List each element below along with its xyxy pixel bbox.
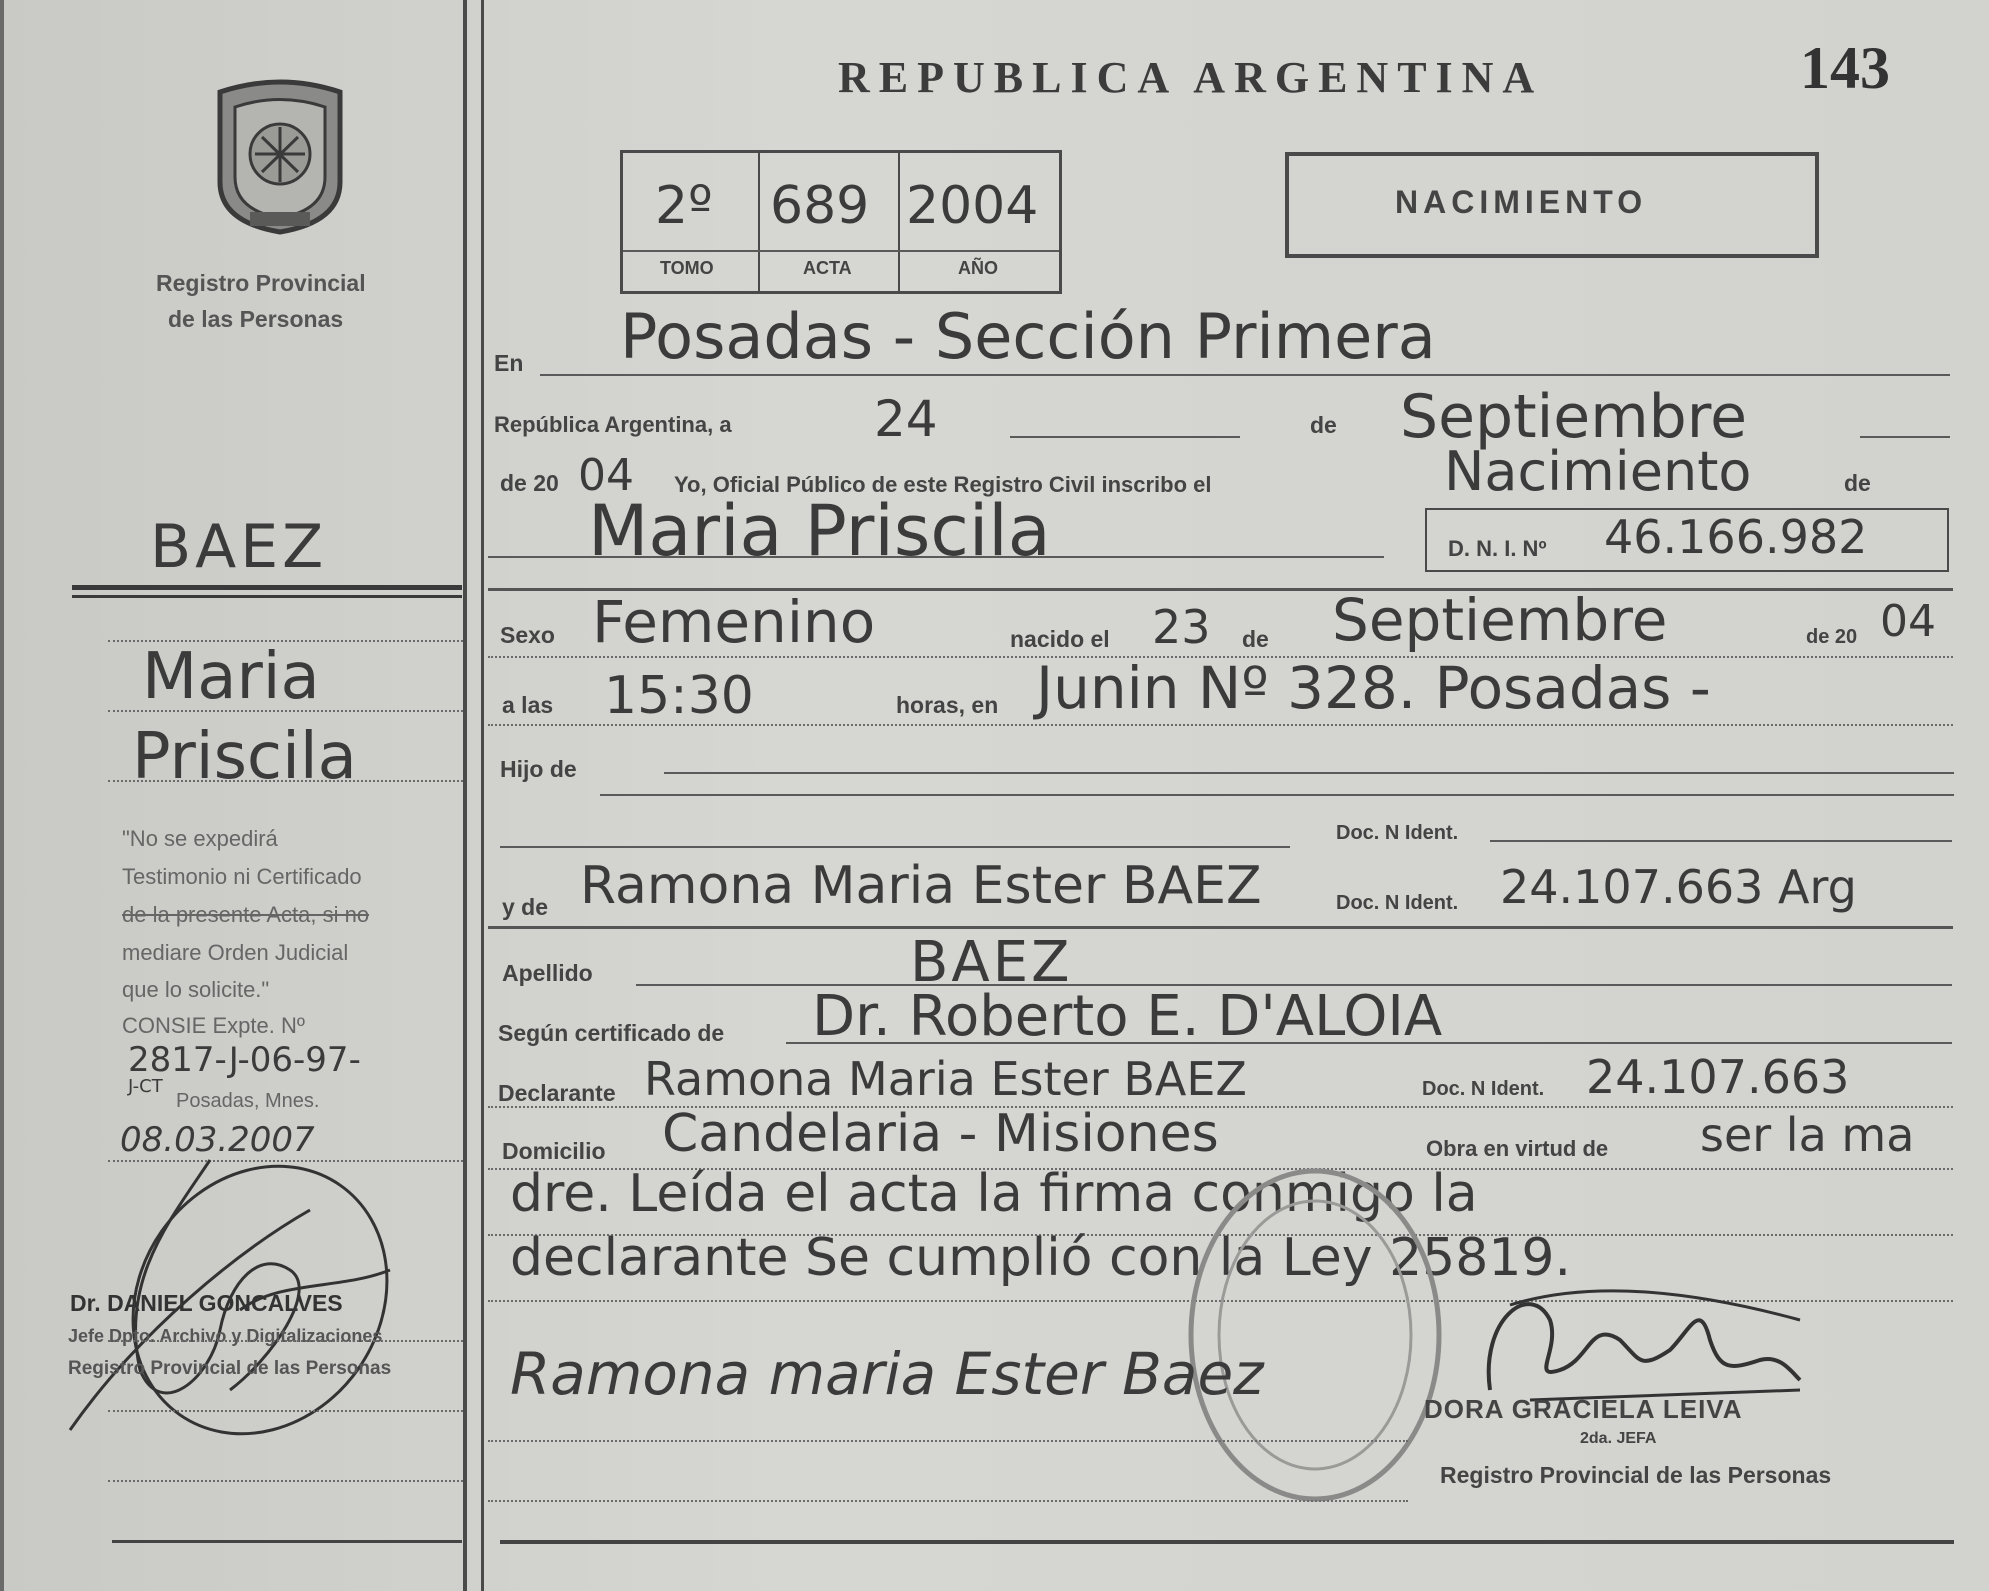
de-label: de [1310,412,1337,438]
sidebar-dots-7 [108,1480,463,1482]
de2-label: de [1844,470,1871,496]
official-name: DORA GRACIELA LEIVA [1424,1394,1743,1424]
hijo-line [664,772,1954,774]
left-edge-rule [0,0,4,1591]
acta-label: ACTA [803,258,852,278]
sign-dots-1 [488,1440,1408,1442]
sexo-label: Sexo [500,622,555,648]
sidebar-given-name-2: Priscila [132,720,357,794]
official-signature-icon [1470,1260,1810,1410]
y-de-label: y de [502,894,549,920]
form-bottom-line [500,1540,1954,1544]
child-name: Maria Priscila [588,490,1051,572]
register-label-line [623,250,1059,252]
tomo-value: 2º [655,176,713,236]
declarante-value: Ramona Maria Ester BAEZ [644,1052,1247,1106]
republica-label: República Argentina, a [494,412,732,437]
oficial-text: Yo, Oficial Público de este Registro Civil inscribo el [674,472,1212,497]
month-value: Septiembre [1400,382,1747,452]
sidebar-bottom-line [112,1540,462,1543]
place-date-label: Posadas, Mnes. [176,1090,320,1112]
sexo-value: Femenino [592,588,876,656]
ano-value: 2004 [906,176,1039,236]
obra-label: Obra en virtud de [1426,1136,1609,1161]
day-value: 24 [874,390,938,448]
sidebar-surname-line-2 [72,595,462,598]
place-date: 08.03.2007 [120,1120,315,1160]
apellido-label: Apellido [502,960,593,986]
mother-doc-label: Doc. N Ident. [1336,892,1459,914]
page-number: 143 [1800,35,1890,101]
observation-line-1: dre. Leída el acta la firma conmigo la [510,1164,1478,1224]
observation-line-2: declarante Se cumplió con la Ley 25819. [510,1228,1572,1288]
register-div-1 [758,153,760,291]
declarante-label: Declarante [498,1080,616,1106]
note-line-5: que lo solicite." [122,977,270,1002]
note-line-2: Testimonio ni Certificado [122,864,362,889]
expte-number: 2817-J-06-97- [128,1040,361,1080]
apellido-value: BAEZ [910,930,1073,995]
father-doc-label: Doc. N Ident. [1336,822,1459,844]
day-line [1010,436,1240,438]
domicilio-value: Candelaria - Misiones [662,1104,1219,1164]
issuer-line-1: Registro Provincial [156,270,366,296]
mother-name: Ramona Maria Ester BAEZ [580,856,1262,916]
sidebar-surname-line [72,585,462,590]
mother-line [488,926,1953,929]
hour-dots [488,724,1953,726]
birth-day: 23 [1152,600,1211,654]
en-value: Posadas - Sección Primera [620,300,1436,373]
birth-year: 04 [1880,596,1936,647]
domicilio-label: Domicilio [502,1138,606,1164]
country-title: REPUBLICA ARGENTINA [838,53,1544,102]
hour-value: 15:30 [604,666,754,726]
expte-suffix: J-CT [128,1076,163,1097]
en-label: En [494,350,524,376]
sidebar-surname: BAEZ [150,512,328,582]
dni-value: 46.166.982 [1604,510,1868,564]
sidebar-dots-5 [108,1340,463,1342]
official-org: Registro Provincial de las Personas [1440,1462,1832,1488]
sidebar-signer-name: Dr. DANIEL GONCALVES [70,1290,343,1316]
declarante-doc-label: Doc. N Ident. [1422,1078,1545,1100]
horas-label: horas, en [896,692,999,718]
month-line [1860,436,1950,438]
tomo-label: TOMO [660,258,714,278]
declarante-signature: Ramona maria Ester Baez [510,1340,1264,1408]
sidebar-signer-title: Jefe Dpto. Archivo y Digitalizaciones [68,1326,383,1346]
father-doc-line [1490,840,1952,842]
year-suffix: 04 [578,450,634,501]
official-role: 2da. JEFA [1580,1430,1657,1447]
nacido-label: nacido el [1010,626,1110,652]
birth-year-label: de 20 [1806,626,1858,648]
year-prefix: de 20 [500,470,559,496]
form-divider [481,0,484,1591]
segun-line [786,1042,1952,1044]
document-type: NACIMIENTO [1395,184,1648,220]
sidebar-signer-org: Registro Provincial de las Personas [68,1358,392,1379]
obra-value: ser la ma [1700,1108,1915,1162]
father-line [500,846,1290,848]
sidebar-given-name-1: Maria [142,640,320,714]
segun-label: Según certificado de [498,1020,725,1046]
hijo-line-2 [600,794,1954,796]
en-line [540,374,1950,376]
sign-dots-2 [488,1500,1408,1502]
dni-label: D. N. I. Nº [1448,536,1547,561]
hijo-label: Hijo de [500,756,577,782]
ano-label: AÑO [958,258,998,278]
declarante-doc: 24.107.663 [1586,1050,1850,1104]
act-type-value: Nacimiento [1444,440,1752,503]
note-line-4: mediare Orden Judicial [122,940,349,965]
note-line-3: de la presente Acta, si no [122,902,370,927]
note-line-1: "No se expedirá [122,826,278,851]
issuer-line-2: de las Personas [168,306,344,332]
note-line-6: CONSIE Expte. Nº [122,1013,305,1038]
register-div-2 [898,153,900,291]
birth-month: Septiembre [1332,586,1668,654]
sidebar-dots-6 [108,1410,463,1412]
certificate-doctor: Dr. Roberto E. D'ALOIA [812,984,1443,1049]
mother-doc: 24.107.663 Arg [1500,860,1857,914]
acta-value: 689 [770,176,870,236]
provincial-seal-icon [200,72,360,237]
de3-label: de [1242,626,1269,652]
a-las-label: a las [502,692,554,718]
birth-place: Junin Nº 328. Posadas - [1036,654,1711,722]
official-stamp-icon [1180,1160,1450,1510]
